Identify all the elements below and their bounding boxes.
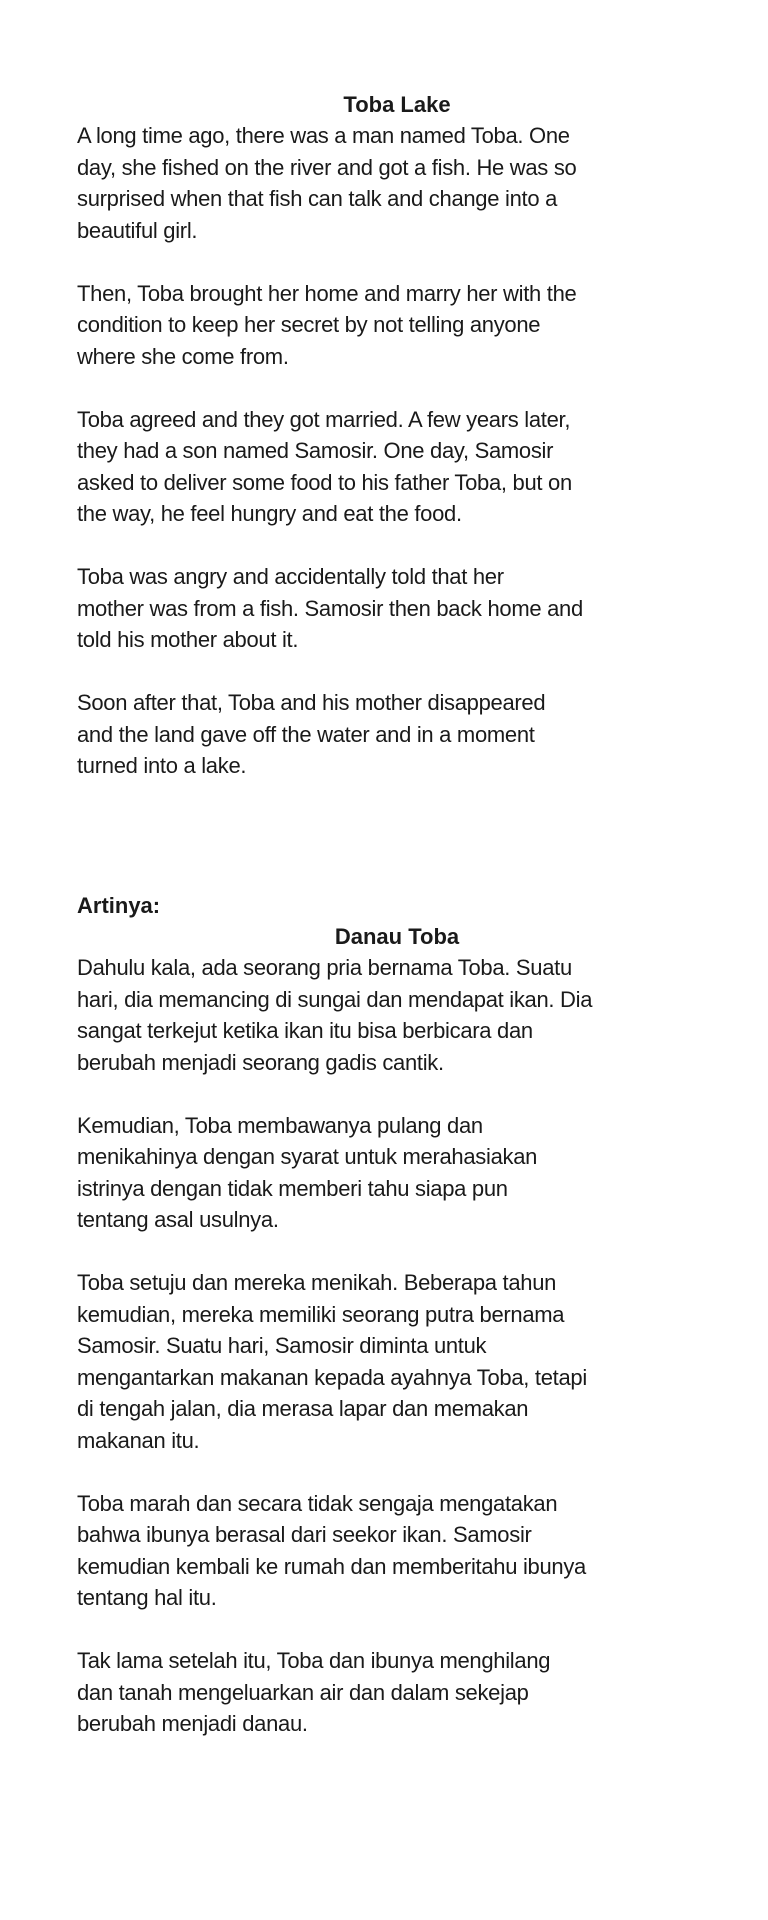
text-line: A long time ago, there was a man named Toba. One	[77, 123, 570, 148]
text-line: hari, dia memancing di sungai dan mendapat ikan. Dia	[77, 986, 593, 1012]
text-line: Dahulu kala, ada seorang pria bernama Toba. Suatu	[77, 955, 572, 980]
translation-title: Danau Toba	[334, 924, 460, 949]
paragraph	[77, 1267, 717, 1456]
text-line: asked to deliver some food to his father Toba, but on	[77, 469, 572, 495]
paragraph	[77, 1645, 717, 1740]
text-line: makanan itu.	[77, 1427, 200, 1453]
paragraph	[77, 1110, 717, 1236]
paragraph	[77, 404, 717, 530]
text-line: Toba was angry and accidentally told that her	[77, 564, 504, 589]
text-line: day, she fished on the river and got a fish. He was so	[77, 154, 577, 180]
text-line: istrinya dengan tidak memberi tahu siapa pun	[77, 1175, 508, 1201]
text-line: where she come from.	[77, 343, 289, 369]
paragraph	[77, 561, 717, 656]
text-line: Samosir. Suatu hari, Samosir diminta untuk	[77, 1333, 487, 1358]
paragraph	[77, 687, 717, 782]
text-line: di tengah jalan, dia merasa lapar dan memakan	[77, 1396, 529, 1421]
text-line: they had a son named Samosir. One day, Samosir	[77, 438, 554, 463]
text-line: and the land gave off the water and in a moment	[77, 721, 535, 747]
text-line: tentang hal itu.	[77, 1585, 217, 1610]
text-line: menikahinya dengan syarat untuk merahasiakan	[77, 1144, 538, 1169]
text-line: bahwa ibunya berasal dari seekor ikan. Samosir	[77, 1522, 532, 1547]
translation-label: Artinya:	[77, 893, 161, 918]
text-line: tentang asal usulnya.	[77, 1207, 279, 1232]
text-line: told his mother about it.	[77, 627, 299, 652]
text-line: Toba setuju dan mereka menikah. Beberapa tahun	[77, 1270, 557, 1295]
indonesian-translation	[77, 890, 717, 1771]
paragraph	[77, 120, 717, 246]
paragraph	[77, 1488, 717, 1614]
text-line: sangat terkejut ketika ikan itu bisa berbicara dan	[77, 1018, 533, 1043]
translation-body	[77, 952, 717, 1740]
text-line: kemudian, mereka memiliki seorang putra bernama	[77, 1301, 565, 1327]
text-line: mengantarkan makanan kepada ayahnya Toba, tetapi	[77, 1364, 587, 1390]
story-title: Toba Lake	[343, 92, 451, 117]
text-line: Toba agreed and they got married. A few years later,	[77, 406, 571, 432]
text-line: mother was from a fish. Samosir then back home and	[77, 595, 583, 621]
text-line: the way, he feel hungry and eat the food.	[77, 501, 462, 526]
text-line: beautiful girl.	[77, 217, 198, 243]
paragraph	[77, 952, 717, 1078]
text-line: surprised when that fish can talk and change into a	[77, 186, 558, 211]
text-line: berubah menjadi danau.	[77, 1711, 308, 1736]
text-line: Toba marah dan secara tidak sengaja mengatakan	[77, 1490, 558, 1516]
text-line: dan tanah mengeluarkan air dan dalam sekejap	[77, 1679, 529, 1705]
text-line: Tak lama setelah itu, Toba dan ibunya menghilang	[77, 1648, 551, 1673]
text-line: kemudian kembali ke rumah dan memberitahu ibunya	[77, 1553, 586, 1579]
text-line: condition to keep her secret by not telling anyone	[77, 312, 541, 337]
text-line: Soon after that, Toba and his mother disappeared	[77, 690, 546, 715]
story-body	[77, 120, 717, 782]
text-line: Kemudian, Toba membawanya pulang dan	[77, 1112, 483, 1138]
text-line: turned into a lake.	[77, 753, 247, 778]
paragraph	[77, 278, 717, 373]
text-line: Then, Toba brought her home and marry her with the	[77, 280, 577, 306]
text-line: berubah menjadi seorang gadis cantik.	[77, 1049, 444, 1075]
english-story	[77, 89, 717, 813]
